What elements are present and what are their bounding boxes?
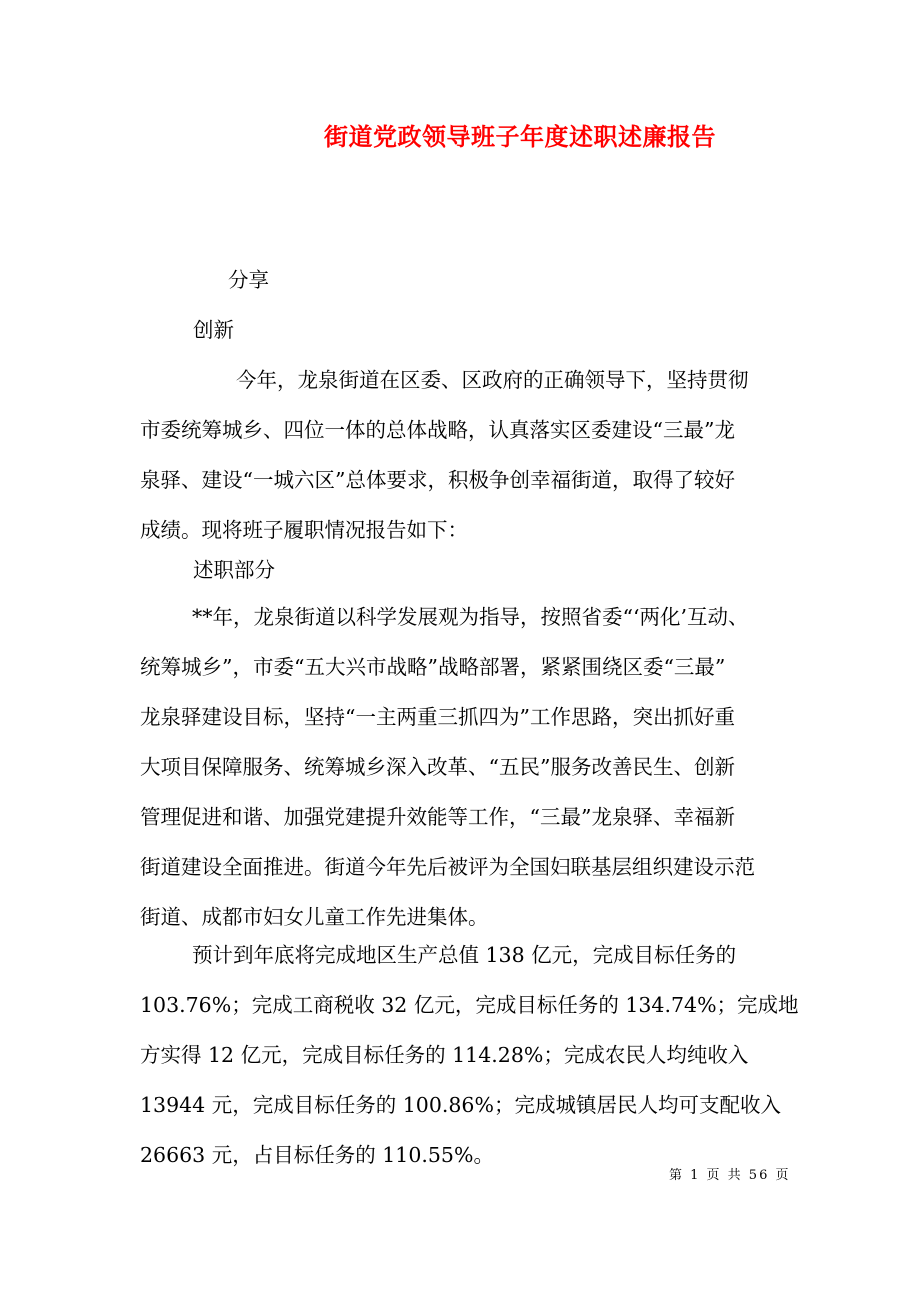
summary-line: 龙泉驿建设目标，坚持“一主两重三抓四为”工作思路，突出抓好重 (140, 705, 735, 729)
statistics-paragraph (140, 930, 799, 1180)
statistics-line: 26663 元，占目标任务的 110.55%。 (140, 1143, 494, 1167)
statistics-line: 方实得 12 亿元，完成目标任务的 114.28%；完成农民人均纯收入 (140, 1043, 749, 1067)
summary-line: **年，龙泉街道以科学发展观为指导，按照省委“‘两化’互动、 (192, 605, 749, 629)
summary-line: 管理促进和谐、加强党建提升效能等工作，“三最”龙泉驿、幸福新 (140, 805, 735, 829)
section-heading: 述职部分 (193, 558, 275, 582)
intro-line: 今年，龙泉街道在区委、区政府的正确领导下，坚持贯彻 (236, 368, 749, 392)
summary-line: 街道、成都市妇女儿童工作先进集体。 (140, 905, 489, 929)
label-innovate: 创新 (193, 318, 234, 342)
intro-paragraph (140, 355, 780, 555)
statistics-line: 103.76%；完成工商税收 32 亿元，完成目标任务的 134.74%；完成地 (140, 993, 799, 1017)
document-title: 街道党政领导班子年度述职述廉报告 (324, 122, 716, 151)
intro-line: 泉驿、建设“一城六区”总体要求，积极争创幸福街道，取得了较好 (140, 468, 735, 492)
summary-line: 大项目保障服务、统筹城乡深入改革、“五民”服务改善民生、创新 (140, 755, 735, 779)
page-indicator: 第 1 页 共 56 页 (669, 1168, 791, 1183)
statistics-line: 预计到年底将完成地区生产总值 138 亿元，完成目标任务的 (192, 943, 737, 967)
summary-line: 街道建设全面推进。街道今年先后被评为全国妇联基层组织建设示范 (140, 855, 755, 879)
summary-paragraph (140, 592, 780, 942)
summary-line: 统筹城乡”，市委“五大兴市战略”战略部署，紧紧围绕区委“三最” (140, 655, 726, 679)
statistics-line: 13944 元，完成目标任务的 100.86%；完成城镇居民人均可支配收入 (140, 1093, 781, 1117)
label-share: 分享 (228, 268, 269, 292)
intro-line: 市委统筹城乡、四位一体的总体战略，认真落实区委建设“三最”龙 (140, 418, 735, 442)
intro-line: 成绩。现将班子履职情况报告如下： (140, 518, 468, 542)
